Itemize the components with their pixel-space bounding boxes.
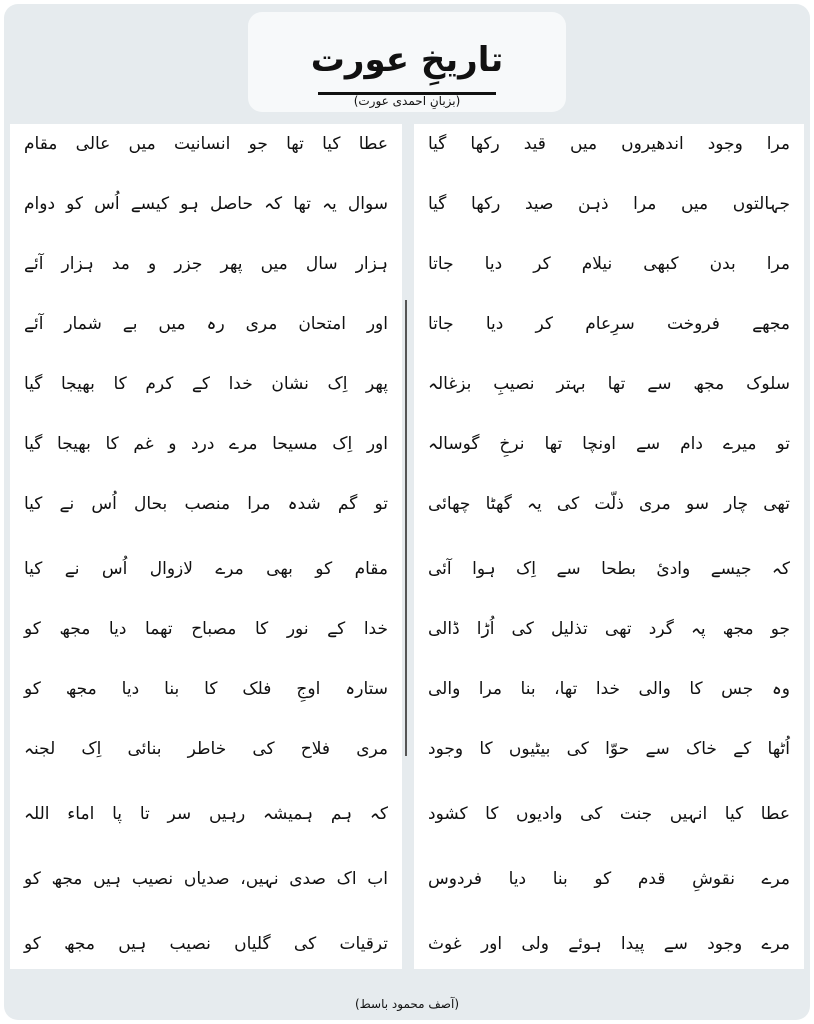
poem-line: تو میرے دام سے اونچا تھا نرخِ گوسالہ (428, 434, 790, 454)
page-subtitle: (بزبانِ احمدی عورت) (353, 94, 461, 108)
poem-column-right (414, 124, 804, 969)
poem-line: اور اِک مسیحا مرے درد و غم کا بھیجا گیا (24, 434, 388, 454)
poem-line: مقام کو بھی مرے لازوال اُس نے کیا (24, 559, 388, 579)
poem-line: ترقیات کی گلیاں نصیب ہیں مجھ کو (24, 934, 388, 954)
poem-line: اب اک صدی نہیں، صدیاں نصیب ہیں مجھ کو (24, 869, 388, 889)
poem-line: مری فلاح کی خاطر بنائی اِک لجنہ (24, 739, 388, 759)
poem-line: پھر اِک نشان خدا کے کرم کا بھیجا گیا (24, 374, 388, 394)
poem-line: تو گم شدہ مرا منصب بحال اُس نے کیا (24, 494, 388, 514)
poem-line: ستارہ اوجِ فلک کا بنا دیا مجھ کو (24, 679, 388, 699)
poem-line: خدا کے نور کا مصباح تھما دیا مجھ کو (24, 619, 388, 639)
poem-line: مرا وجود اندھیروں میں قید رکھا گیا (428, 134, 790, 154)
poem-line: کہ جیسے وادیٔ بطحا سے اِک ہوا آئی (428, 559, 790, 579)
poem-line: سوال یہ تھا کہ حاصل ہو کیسے اُس کو دوام (24, 194, 388, 214)
poem-line: تھی چار سو مری ذلّت کی یہ گھٹا چھائی (428, 494, 790, 514)
poem-line: مرے نقوشِ قدم کو بنا دیا فردوس (428, 869, 790, 889)
poem-line: مرے وجود سے پیدا ہوئے ولی اور غوث (428, 934, 790, 954)
column-divider (405, 300, 407, 756)
poem-line: ہزار سال میں پھر جزر و مد ہزار آئے (24, 254, 388, 274)
page-title: تاریخِ عورت (310, 40, 504, 80)
poem-line: وہ جس کا والی خدا تھا، بنا مرا والی (428, 679, 790, 699)
poem-line: اُٹھا کے خاک سے حوّا کی بیٹیوں کا وجود (428, 739, 790, 759)
poem-line: عطا کیا تھا جو انسانیت میں عالی مقام (24, 134, 388, 154)
poem-line: جو مجھ پہ گرد تھی تذلیل کی اُڑا ڈالی (428, 619, 790, 639)
poem-line: مرا بدن کبھی نیلام کر دیا جاتا (428, 254, 790, 274)
poem-line: جہالتوں میں مرا ذہن صید رکھا گیا (428, 194, 790, 214)
poem-line: کہ ہم ہمیشہ رہیں سر تا پا اماء اللہ (24, 804, 388, 824)
poem-column-left (10, 124, 402, 969)
poem-line: سلوک مجھ سے تھا بہتر نصیبِ بزغالہ (428, 374, 790, 394)
poem-line: عطا کیا انہیں جنت کی وادیوں کا کشود (428, 804, 790, 824)
author-credit: (آصف محمود باسط) (354, 997, 460, 1011)
poem-line: اور امتحان مری رہ میں بے شمار آئے (24, 314, 388, 334)
poem-line: مجھے فروخت سرِعام کر دیا جاتا (428, 314, 790, 334)
